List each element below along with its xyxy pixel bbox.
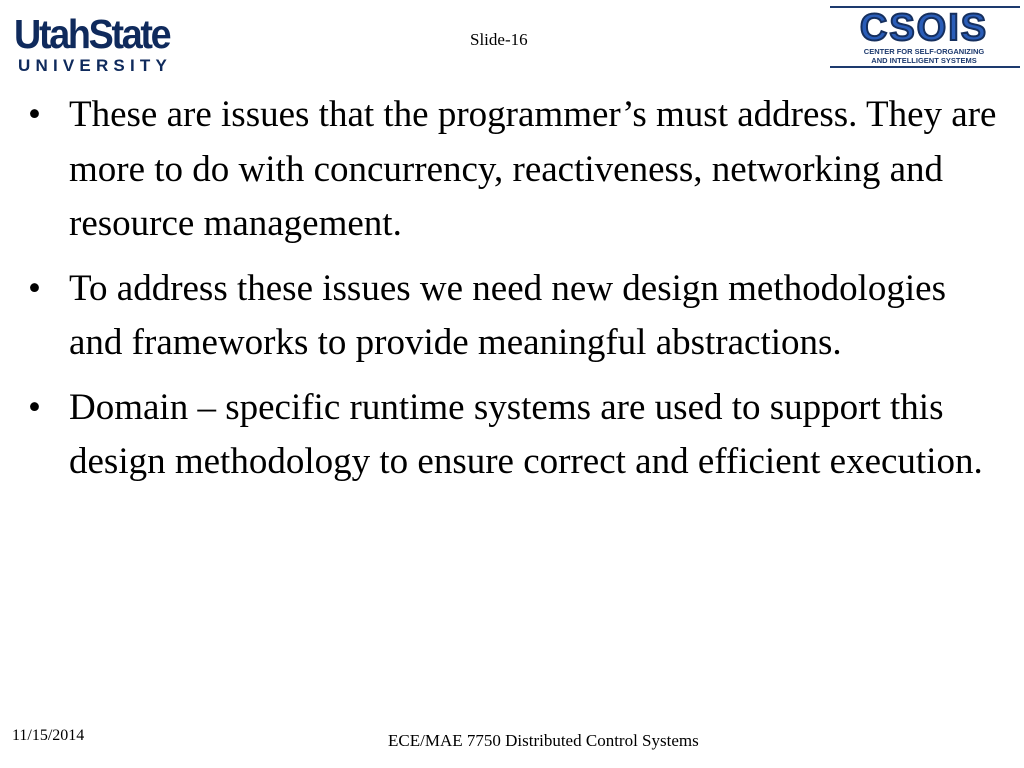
slide-number: Slide-16 <box>470 30 528 49</box>
usu-logo-subtitle: UNIVERSITY <box>18 56 173 75</box>
bullet-text: To address these issues we need new design methodologies and frameworks to provide meaningful abstractions. <box>69 267 946 363</box>
usu-logo-wordmark: UtahState <box>14 11 170 57</box>
utah-state-university-logo <box>14 11 200 75</box>
bullet-item <box>28 88 1003 252</box>
footer-course-title: ECE/MAE 7750 Distributed Control Systems <box>388 731 699 750</box>
bullet-marker: • <box>28 267 41 309</box>
csois-logo <box>830 6 1020 68</box>
bullet-text: Domain – specific runtime systems are used to support this design methodology to ensure correct and efficient execution. <box>69 386 983 482</box>
bullet-item <box>28 381 1003 490</box>
bullet-text: These are issues that the programmer’s must address. They are more to do with concurrency, reactiveness, networking and resource management. <box>69 94 997 244</box>
bullet-list <box>28 88 1003 500</box>
footer-date: 11/15/2014 <box>12 727 85 744</box>
bullet-marker: • <box>28 386 41 428</box>
bullet-marker: • <box>28 94 41 135</box>
csois-logo-subtitle: CENTER FOR SELF-ORGANIZING AND INTELLIGENT SYSTEMS <box>863 47 985 65</box>
bullet-item <box>28 262 1003 371</box>
csois-logo-wordmark: CSOIS <box>859 7 989 49</box>
